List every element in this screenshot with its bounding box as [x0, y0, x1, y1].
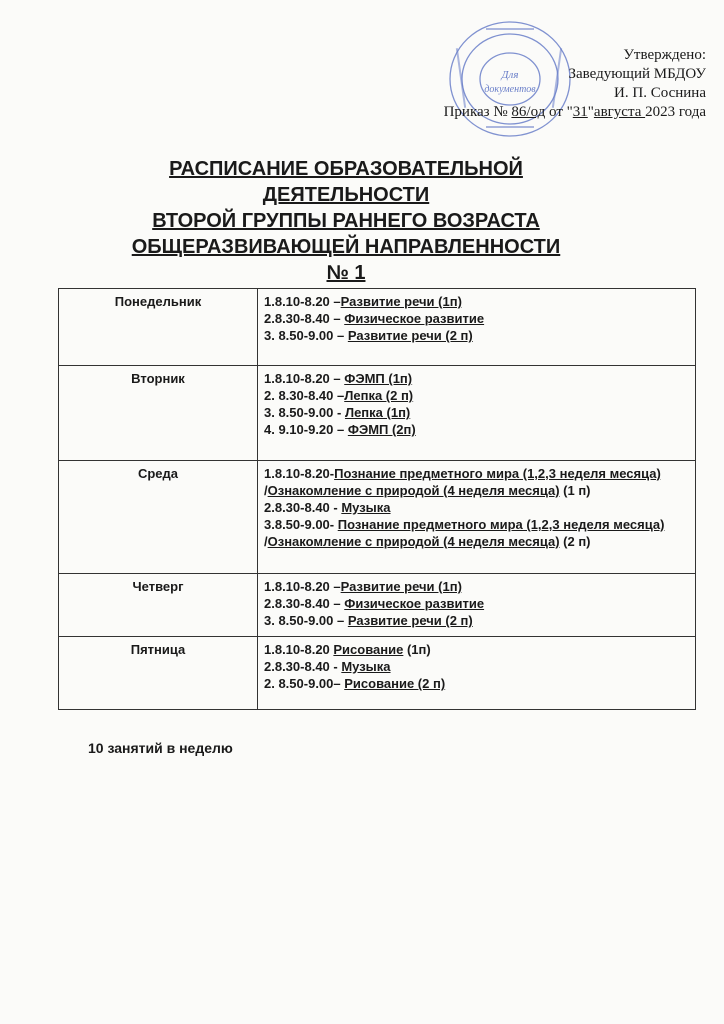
- activity-line: [264, 482, 689, 499]
- activity-subject: Физическое развитие: [344, 311, 485, 326]
- activity-subject: Развитие речи (2 п): [347, 613, 473, 628]
- activities-cell: [258, 366, 696, 461]
- table-row: [59, 366, 696, 461]
- lessons-per-week: 10 занятий в неделю: [88, 740, 233, 756]
- activity-subject: Развитие речи (1п): [340, 579, 462, 594]
- activity-time: 3. 8.50-9.00 –: [264, 328, 348, 343]
- title-line-4: № 1: [326, 262, 366, 284]
- title-line-2: ВТОРОЙ ГРУППЫ РАННЕГО ВОЗРАСТА: [152, 210, 540, 232]
- activity-time: 3. 8.50-9.00 -: [264, 405, 345, 420]
- order-mid-1: от ": [545, 104, 573, 120]
- order-mid-2: ": [587, 104, 594, 120]
- activity-subject: Лепка (2 п): [344, 388, 414, 403]
- stamp-text-1: Для: [501, 69, 519, 81]
- activity-time: 1.8.10-8.20-: [264, 466, 335, 481]
- activity-subject: Музыка: [341, 659, 391, 674]
- activity-time: 2.8.30-8.40 –: [264, 596, 345, 611]
- activity-time: 4. 9.10-9.20 –: [264, 422, 348, 437]
- activity-line: [264, 293, 689, 310]
- activity-time: 2.8.30-8.40 –: [264, 311, 345, 326]
- activity-subject: Рисование (2 п): [344, 676, 446, 691]
- activity-line: [264, 310, 689, 327]
- activity-line: [264, 370, 689, 387]
- activity-time: 2.8.30-8.40 -: [264, 500, 342, 515]
- day-cell: Среда: [59, 461, 258, 574]
- activity-subject: Познание предметного мира (1,2,3 неделя месяца): [334, 466, 661, 481]
- activity-line: [264, 421, 689, 438]
- activity-time: 1.8.10-8.20 –: [264, 371, 345, 386]
- approval-line-3: И. П. Соснина: [614, 85, 706, 101]
- table-row: [59, 574, 696, 637]
- activity-line: [264, 404, 689, 421]
- table-row: [59, 289, 696, 366]
- activity-line: [264, 641, 689, 658]
- approval-line-1: Утверждено:: [623, 47, 706, 63]
- activity-subject: Познание предметного мира (1,2,3 неделя месяца): [337, 517, 665, 532]
- page-title: [88, 156, 604, 286]
- approval-order-line: [444, 103, 706, 122]
- activity-time: 1.8.10-8.20 –: [264, 579, 341, 594]
- order-day: 31: [572, 104, 588, 120]
- day-cell: Вторник: [59, 366, 258, 461]
- order-month: августа: [593, 104, 646, 120]
- activity-subject: Развитие речи (1п): [340, 294, 462, 309]
- schedule-table: [58, 288, 696, 710]
- activity-time: 2. 8.30-8.40 –: [264, 388, 345, 403]
- activity-time: /: [264, 534, 268, 549]
- activity-line: [264, 612, 689, 629]
- title-line-3: ОБЩЕРАЗВИВАЮЩЕЙ НАПРАВЛЕННОСТИ: [131, 236, 561, 258]
- activity-line: [264, 658, 689, 675]
- stamp-text-2: документов: [484, 84, 536, 95]
- activity-subject: Ознакомление с природой (4 неделя месяца): [267, 534, 560, 549]
- title-line-1: РАСПИСАНИЕ ОБРАЗОВАТЕЛЬНОЙ ДЕЯТЕЛЬНОСТИ: [169, 158, 523, 206]
- activity-time: /: [264, 483, 268, 498]
- activity-line: [264, 578, 689, 595]
- activity-time: 3.8.50-9.00-: [264, 517, 338, 532]
- approval-block: [444, 46, 706, 122]
- activities-cell: [258, 637, 696, 710]
- activity-subject: Рисование: [333, 642, 404, 657]
- order-number: 86/од: [511, 104, 546, 120]
- activity-time: 1.8.10-8.20 –: [264, 294, 341, 309]
- activities-cell: [258, 461, 696, 574]
- activity-subject: Ознакомление с природой (4 неделя месяца): [267, 483, 560, 498]
- activities-cell: [258, 289, 696, 366]
- activities-cell: [258, 574, 696, 637]
- activity-line: [264, 533, 689, 550]
- activity-time: 2. 8.50-9.00–: [264, 676, 345, 691]
- activity-line: [264, 516, 689, 533]
- activity-suffix: (2 п): [559, 534, 591, 549]
- activity-line: [264, 499, 689, 516]
- table-row: [59, 637, 696, 710]
- activity-time: 2.8.30-8.40 -: [264, 659, 342, 674]
- activity-line: [264, 327, 689, 344]
- activity-line: [264, 387, 689, 404]
- day-cell: Понедельник: [59, 289, 258, 366]
- activity-subject: ФЭМП (2п): [347, 422, 416, 437]
- activity-time: 1.8.10-8.20: [264, 642, 334, 657]
- approval-line-2: Заведующий МБДОУ: [568, 66, 706, 82]
- activity-subject: ФЭМП (1п): [344, 371, 413, 386]
- activity-suffix: (1 п): [559, 483, 591, 498]
- activity-line: [264, 595, 689, 612]
- activity-line: [264, 465, 689, 482]
- order-year: 2023 года: [645, 104, 706, 120]
- activity-subject: Развитие речи (2 п): [347, 328, 473, 343]
- day-cell: Четверг: [59, 574, 258, 637]
- activity-subject: Музыка: [341, 500, 391, 515]
- activity-line: [264, 675, 689, 692]
- day-cell: Пятница: [59, 637, 258, 710]
- activity-suffix: (1п): [403, 642, 431, 657]
- activity-subject: Физическое развитие: [344, 596, 485, 611]
- activity-subject: Лепка (1п): [344, 405, 411, 420]
- activity-time: 3. 8.50-9.00 –: [264, 613, 348, 628]
- table-row: [59, 461, 696, 574]
- order-prefix: Приказ №: [443, 104, 508, 120]
